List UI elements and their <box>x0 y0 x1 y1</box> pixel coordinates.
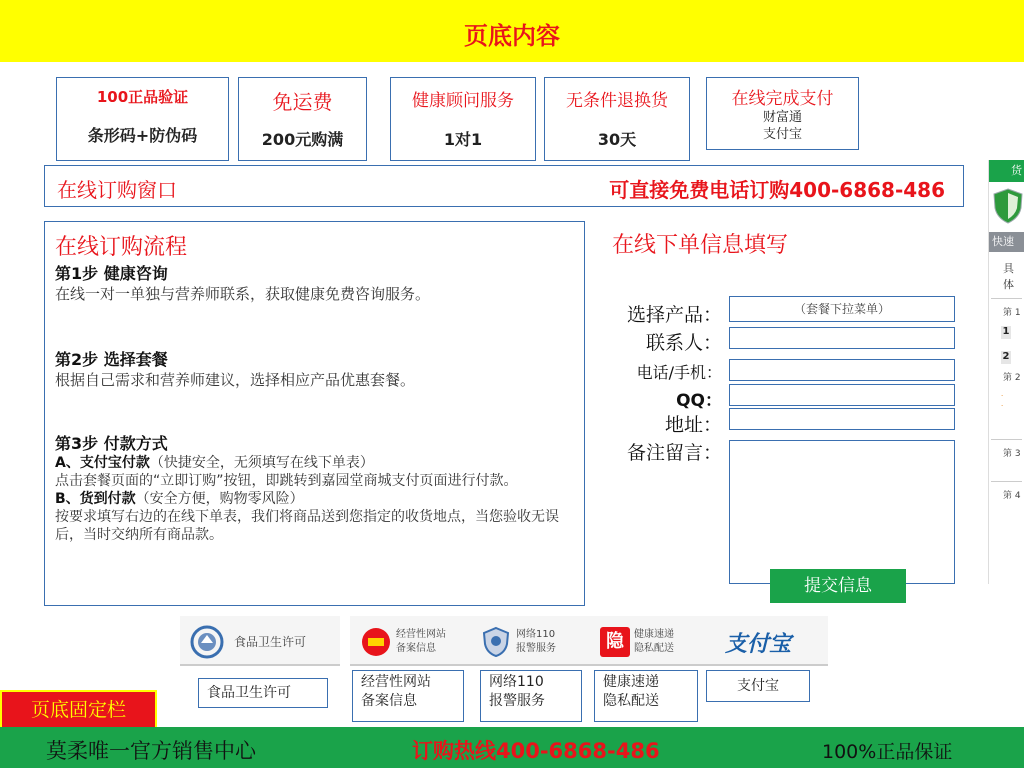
food-license-badge-text: 食品卫生许可 <box>234 635 307 649</box>
step3-option-a <box>55 454 574 472</box>
contact-input[interactable] <box>729 327 955 349</box>
food-license-badge[interactable] <box>180 616 340 666</box>
privacy-icon: 隐 <box>600 627 630 657</box>
police-badge[interactable] <box>480 624 556 660</box>
option-a-text: 点击套餐页面的“立即订购”按钮，即跳转到嘉园堂商城支付页面进行付款。 <box>55 473 518 489</box>
contact-label: 联系人： <box>645 332 722 354</box>
footer-bar <box>0 727 1024 768</box>
feature-online-payment <box>706 77 859 150</box>
product-label: 选择产品： <box>626 304 722 326</box>
feature-sub-line: 支付宝 <box>762 127 802 142</box>
banner-phone[interactable]: 可直接免费电话订购400-6868-486 <box>609 178 945 202</box>
feature-authentic <box>56 77 229 161</box>
fixed-bar-tag: 页底固定栏 <box>0 690 157 730</box>
shield-icon <box>993 188 1023 224</box>
side-step-row: 第 1 <box>1003 308 1021 318</box>
divider <box>991 439 1022 440</box>
option-b-text: 按要求填写右边的在线下单表，我们将商品送到您指定的收货地点，当您验收无误后，当时交纳所有商品款。 <box>55 509 559 543</box>
feature-sub-line: 财富通 <box>762 110 802 125</box>
feature-health-advisor <box>390 77 536 161</box>
step1-heading: 第1步 健康咨询 <box>55 264 168 283</box>
police-text: 网络110 报警服务 <box>516 629 556 654</box>
site-record-label <box>352 670 464 722</box>
feature-sub: 条形码+防伪码 <box>87 126 198 145</box>
order-form-title: 在线下单信息填写 <box>612 233 789 258</box>
address-input[interactable] <box>729 408 955 430</box>
step2-heading: 第2步 选择套餐 <box>55 350 168 369</box>
footer-hotline[interactable]: 订购热线400-6868-486 <box>412 739 660 763</box>
food-license-label: 食品卫生许可 <box>198 678 328 708</box>
divider <box>991 481 1022 482</box>
feature-sub: 1对1 <box>443 130 483 149</box>
alipay-label: 支付宝 <box>706 670 810 702</box>
side-panel-tab[interactable]: 快速石 <box>989 232 1024 252</box>
product-select[interactable]: （套餐下拉菜单） <box>729 296 955 322</box>
site-record-badge[interactable] <box>360 624 446 660</box>
privacy-label <box>594 670 698 722</box>
option-a-note: （快捷安全，无须填写在线下单表） <box>149 455 374 471</box>
feature-sub: 30天 <box>597 130 637 149</box>
footer-guarantee: 100%正品保证 <box>822 741 953 763</box>
feature-sub: 200元购满 <box>261 130 344 149</box>
trust-badge-strip <box>350 616 828 666</box>
alipay-badge[interactable] <box>725 624 791 660</box>
feature-title: 无条件退换货 <box>566 91 668 111</box>
feature-title: 免运费 <box>272 90 333 114</box>
footer-store-name: 莫柔唯一官方销售中心 <box>46 739 256 763</box>
feature-free-shipping <box>238 77 367 161</box>
step2-text: 根据自己需求和营养师建议，选择相应产品优惠套餐。 <box>55 371 416 389</box>
police-shield-icon <box>480 626 512 658</box>
side-panel-header: 货 <box>989 160 1024 182</box>
feature-title: 健康顾问服务 <box>412 91 514 111</box>
remark-label: 备注留言： <box>626 442 722 464</box>
side-note: · · <box>1001 392 1004 410</box>
alipay-logo: 支付宝 <box>725 631 792 657</box>
option-a-label: A、支付宝付款 <box>55 455 150 471</box>
side-step-number: 1 <box>1002 326 1010 337</box>
order-process-panel <box>44 221 585 606</box>
site-record-icon <box>360 626 392 658</box>
label-line: 备案信息 <box>361 693 417 709</box>
feature-returns <box>544 77 690 161</box>
address-label: 地址： <box>664 414 722 436</box>
step1-text: 在线一对一单独与营养师联系，获取健康免费咨询服务。 <box>55 285 431 303</box>
label-line: 健康速递 <box>603 674 659 690</box>
banner-title: 在线订购窗口 <box>57 178 177 202</box>
top-header-bar <box>0 0 1024 62</box>
label-line: 经营性网站 <box>361 674 431 690</box>
remark-textarea[interactable] <box>729 440 955 584</box>
page-title: 页底内容 <box>464 22 560 50</box>
process-title: 在线订购流程 <box>55 235 188 260</box>
label-line: 网络110 <box>489 674 544 690</box>
side-step-row: 第 2 <box>1003 373 1021 383</box>
step3-option-b <box>55 490 574 508</box>
order-window-banner <box>44 165 964 207</box>
option-b-note: （安全方便，购物零风险） <box>135 491 304 507</box>
site-record-text: 经营性网站 备案信息 <box>396 629 446 654</box>
feature-title: 在线完成支付 <box>731 89 834 109</box>
qq-input[interactable] <box>729 384 955 406</box>
privacy-text: 健康速递 隐私配送 <box>634 629 674 654</box>
food-license-seal-icon <box>190 625 224 659</box>
feature-title: 100正品验证 <box>96 88 189 106</box>
food-license-badge-inner <box>190 624 306 660</box>
police-label <box>480 670 582 722</box>
submit-button[interactable]: 提交信息 <box>770 569 906 603</box>
divider <box>991 298 1022 299</box>
side-panel <box>988 160 1024 584</box>
option-b-label: B、货到付款 <box>55 491 136 507</box>
side-step-row: 第 3 <box>1003 449 1021 459</box>
label-line: 报警服务 <box>489 693 545 709</box>
phone-input[interactable] <box>729 359 955 381</box>
side-step-number: 2 <box>1002 351 1010 362</box>
privacy-badge[interactable] <box>600 624 674 660</box>
label-line: 隐私配送 <box>603 693 659 709</box>
side-step-row: 第 4 <box>1003 491 1021 501</box>
qq-label: QQ： <box>676 391 722 411</box>
side-panel-title: 具体 <box>1003 262 1014 291</box>
phone-label: 电话/手机： <box>636 363 722 382</box>
step3-heading: 第3步 付款方式 <box>55 434 168 453</box>
